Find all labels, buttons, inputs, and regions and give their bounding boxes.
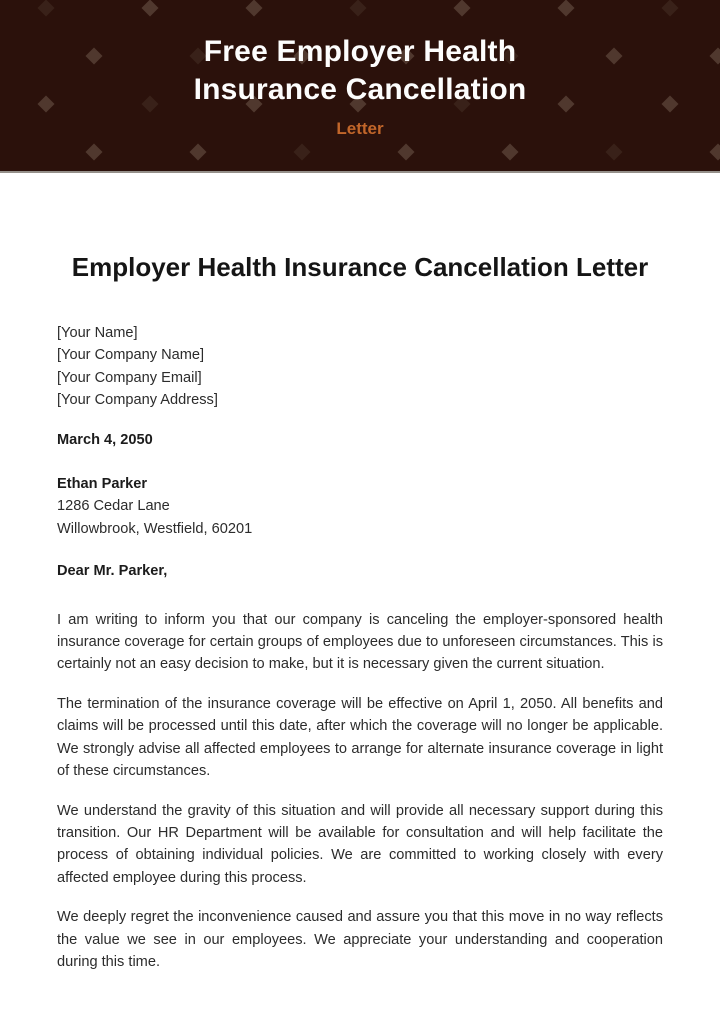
body-paragraph-4: We deeply regret the inconvenience caused and assure you that this move in no way reflects the value we see in our employees. We appreciate your understanding and cooperation during this time. xyxy=(57,909,663,970)
letter-title: Employer Health Insurance Cancellation Letter xyxy=(71,252,649,282)
diamond-decoration-icon xyxy=(558,0,575,16)
body-paragraph-2: The termination of the insurance coverage will be effective on April 1, 2050. All benefits and claims will be processed until this date, after which the coverage will no longer be applicable. We strongly advise all affected employees to arrange for alternate insurance coverage in light of these circumstances. xyxy=(57,695,663,780)
letter-page xyxy=(0,251,720,973)
sender-placeholder-name: [Your Name] xyxy=(57,325,138,341)
recipient-block xyxy=(57,473,663,540)
body-paragraph-3: We understand the gravity of this situation and will provide all necessary support during this transition. Our HR Department will be available for consultation and will help facilitate the process of obtaining individual policies. We are committed to working closely with every affected employee during this process. xyxy=(57,802,663,886)
banner-subtitle: Letter xyxy=(336,119,384,138)
banner xyxy=(0,0,720,173)
diamond-decoration-icon xyxy=(454,0,471,16)
banner-title: Free Employer Health Insurance Cancellation xyxy=(193,35,527,106)
salutation: Dear Mr. Parker, xyxy=(57,563,168,580)
diamond-decoration-icon xyxy=(606,144,623,161)
sender-placeholder-company: [Your Company Name] xyxy=(57,347,205,364)
diamond-decoration-icon xyxy=(38,0,55,16)
diamond-decoration-icon xyxy=(246,0,263,16)
diamond-decoration-icon xyxy=(350,0,367,16)
sender-placeholder-email: [Your Company Email] xyxy=(57,369,202,386)
recipient-street: 1286 Cedar Lane xyxy=(57,498,170,515)
diamond-decoration-icon xyxy=(190,144,207,161)
diamond-decoration-icon xyxy=(662,0,679,16)
letter-date: March 4, 2050 xyxy=(57,431,153,448)
recipient-name: Ethan Parker xyxy=(57,476,148,493)
sender-placeholder-block xyxy=(57,322,663,412)
diamond-decoration-icon xyxy=(86,144,103,161)
body-paragraph-1: I am writing to inform you that our company is canceling the employer-sponsored health insurance coverage for certain groups of employees due to unforeseen circumstances. This is certainly not an easy decision to make, but it is necessary given the current situation. xyxy=(57,611,663,673)
diamond-decoration-icon xyxy=(398,144,415,161)
sender-placeholder-address: [Your Company Address] xyxy=(57,392,218,409)
diamond-decoration-icon xyxy=(502,144,519,161)
diamond-decoration-icon xyxy=(294,144,311,161)
recipient-city: Willowbrook, Westfield, 60201 xyxy=(57,520,253,537)
diamond-decoration-icon xyxy=(710,144,720,161)
diamond-decoration-icon xyxy=(142,0,159,16)
banner-text-group xyxy=(0,33,720,139)
